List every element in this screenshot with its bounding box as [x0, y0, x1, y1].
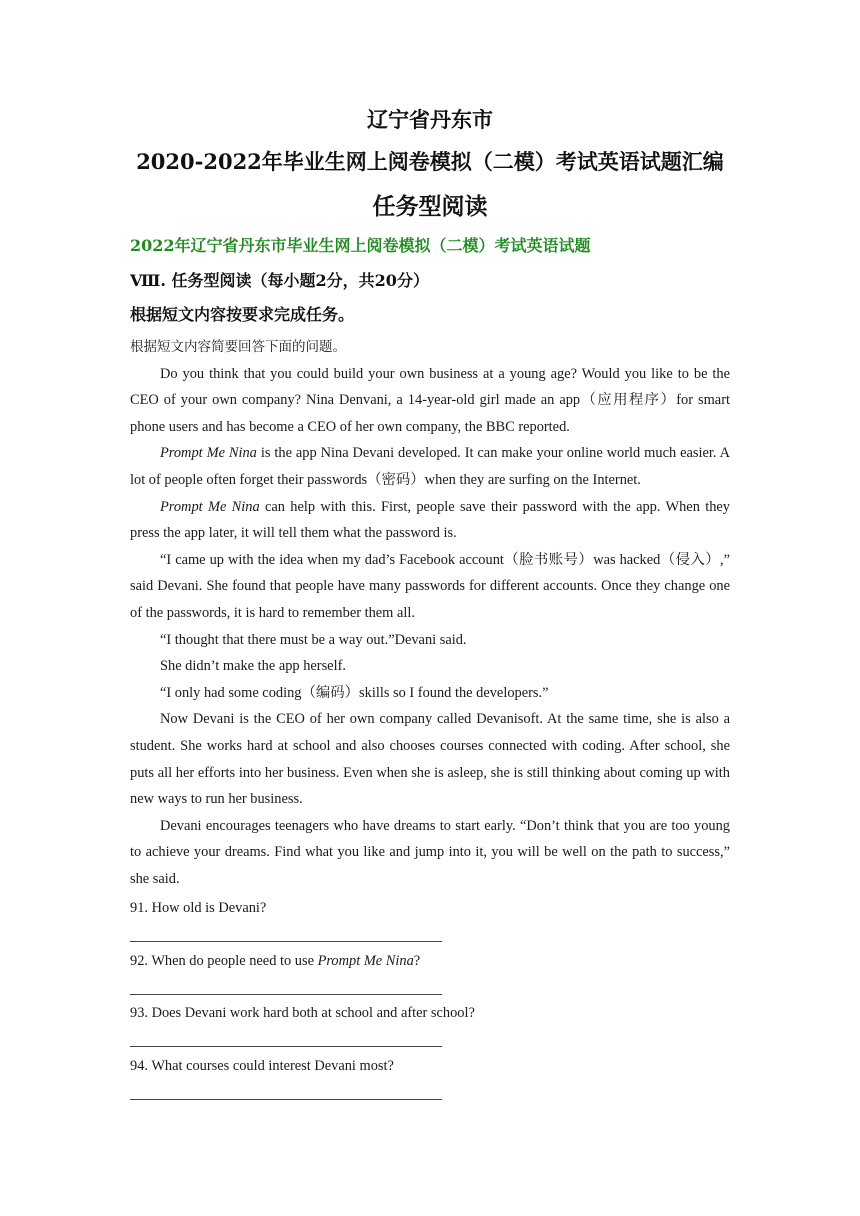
doc-title-topic: 任务型阅读: [372, 193, 488, 220]
task-instruction: 根据短文内容按要求完成任务。: [130, 305, 355, 324]
paragraph-2-text: is the app Nina Devani developed. It can make your online world much easier. A lot of people often forget their passwords（密码）when they are surfing on the Internet.: [130, 445, 730, 488]
sub-instruction-text: 根据短文内容简要回答下面的问题。: [130, 339, 346, 355]
paragraph-8: Now Devani is the CEO of her own company called Devanisoft. At the same time, she is also a student. She works hard at school and also chooses courses connected with coding. After school, she puts all her efforts into her business. Even when she is asleep, she is still thinking about coming up with new ways to run her business.: [130, 711, 730, 808]
paragraph-3: [130, 494, 730, 547]
answer-line-91[interactable]: [130, 941, 442, 942]
question-93: 93. Does Devani work hard both at school and after school?: [130, 1005, 475, 1021]
paragraph-9: Devani encourages teenagers who have dreams to start early. “Don’t think that you are too young to achieve your dreams. Find what you like and jump into it, you will be well on the path to success,” she said.: [130, 817, 730, 887]
doc-title-main: 2020-2022年毕业生网上阅卷模拟（二模）考试英语试题汇编: [136, 149, 724, 174]
answer-line-93[interactable]: [130, 1046, 442, 1047]
question-94: 94. What courses could interest Devani most?: [130, 1058, 394, 1074]
question-92: [130, 953, 420, 970]
paragraph-3-text: can help with this. First, people save their password with the app. When they press the app later, it will tell them what the password is.: [130, 498, 730, 542]
answer-line-92[interactable]: [130, 994, 442, 995]
paragraph-4: “I came up with the idea when my dad’s Facebook account（脸书账号）was hacked（侵入）,” said Devani. She found that people have many passwords for different accounts. Once they change one of the passwords, it is hard to remember them all.: [130, 551, 730, 621]
question-91: 91. How old is Devani?: [130, 900, 267, 916]
app-name: Prompt Me Nina: [160, 445, 257, 462]
section-heading: Ⅷ. 任务型阅读（每小题2分，共20分）: [130, 271, 429, 290]
app-name: Prompt Me Nina: [317, 953, 414, 969]
exam-title: 2022年辽宁省丹东市毕业生网上阅卷模拟（二模）考试英语试题: [130, 236, 591, 255]
sub-instruction: [130, 334, 730, 361]
answer-line-94[interactable]: [130, 1099, 442, 1100]
question-92-end: ?: [413, 953, 421, 969]
paragraph-5: “I thought that there must be a way out.”Devani said.: [160, 631, 467, 648]
question-92-text: 92. When do people need to use: [130, 953, 318, 969]
passage: [130, 334, 730, 892]
doc-title-region: 辽宁省丹东市: [367, 107, 493, 132]
paragraph-2: [130, 440, 730, 493]
paragraph-7: “I only had some coding（编码）skills so I found the developers.”: [160, 684, 549, 701]
paragraph-6: She didn’t make the app herself.: [160, 658, 346, 675]
paragraph-1: Do you think that you could build your own business at a young age? Would you like to be the CEO of your own company? Nina Denvani, a 14-year-old girl made an app（应用程序）for smart phone users and has become a CEO of her own company, the BBC reported.: [130, 365, 730, 435]
app-name: Prompt Me Nina: [160, 498, 260, 515]
